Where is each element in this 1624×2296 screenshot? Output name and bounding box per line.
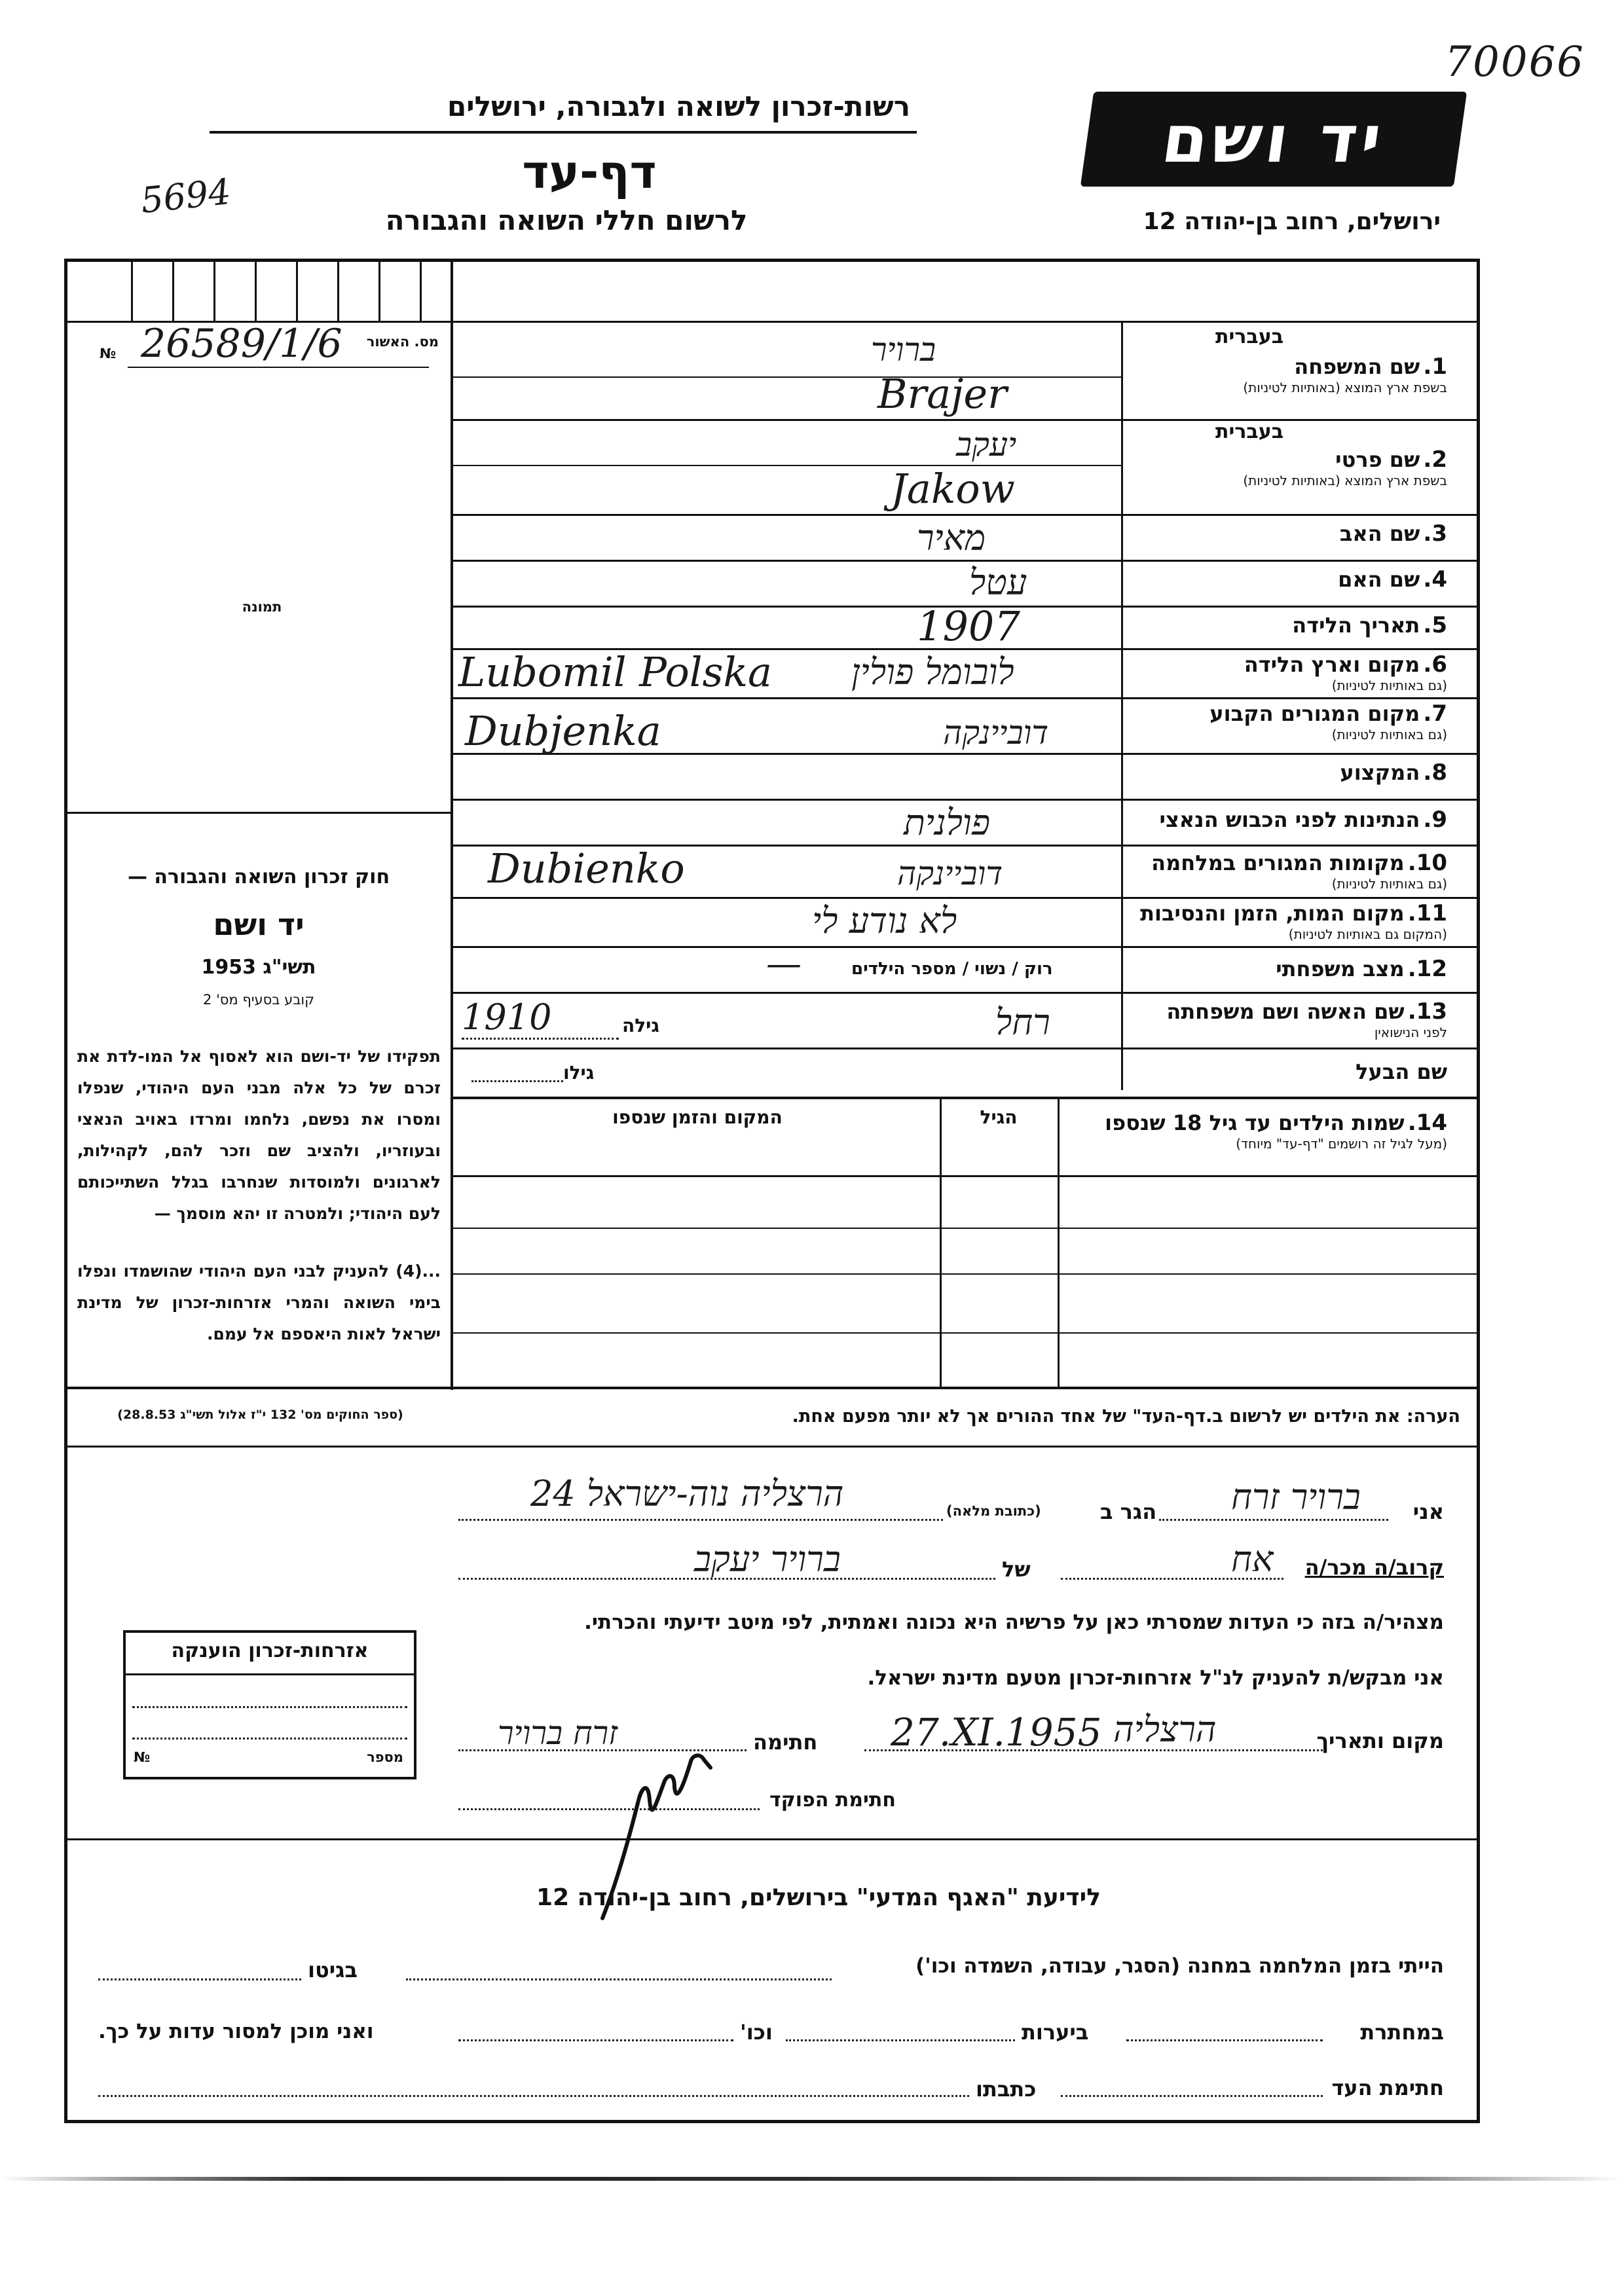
permit-number: 26589/1/6 — [141, 321, 342, 367]
field-13-age: 1910 — [462, 996, 552, 1038]
field-10-label — [1080, 850, 1447, 892]
children-head-line — [453, 1175, 1480, 1177]
footer-ready: ואני מוכן למסור עדות על כך. — [98, 2020, 374, 2043]
field-8-num: 8. — [1423, 759, 1447, 786]
decl-relative-label: קרוב/ה מכר/ה — [1304, 1555, 1444, 1580]
field-5-text: תאריך הלידה — [1292, 613, 1420, 638]
decl-of: של — [1002, 1557, 1031, 1582]
footer-witness-dots — [1061, 2095, 1323, 2097]
sep-12 — [453, 992, 1480, 994]
footer-ghetto: בגיטו — [308, 1958, 358, 1982]
note-line — [64, 1446, 1480, 1448]
sep-1b — [453, 419, 1480, 421]
law-text-1: תפקידו של יד-ושם הוא לאסוף אל המו-לדת את זכרם של כל אלה מבני העם היהודי, שנפלו ומסרו את נפשם, נלחמו ומרדו באויב הנאצי ובעוזריו, ולהציב שם וזכר להם, לקהילות, לארגונים ולמוסדות שנחרבו בגלל השתייכותם לעם היהודי; ולמטרה זו יהא מוסמך — — [77, 1047, 441, 1223]
footer-camp-line: הייתי בזמן המלחמה במחנה (הסגר, עבודה, השמדה וכו') — [915, 1954, 1444, 1978]
footer-ghetto-dots — [98, 1978, 301, 1980]
law-text-2: ...(4) להעניק לבני העם היהודי שהושמדו ונפלו בימי השואה והמרי אזרחות-זכרון של מדינת ישראל לאות היאספם אל עמם. — [77, 1262, 441, 1343]
children-text: שמות הילדים עד גיל 18 שנספו — [1105, 1110, 1405, 1135]
photo-label: תמונה — [242, 599, 282, 615]
citizenship-box — [123, 1630, 416, 1779]
decl-place-date-label: מקום ותאריך — [1316, 1728, 1444, 1753]
field-11-num: 11. — [1407, 900, 1447, 926]
children-row-4 — [453, 1387, 1480, 1389]
field-4-text: שם האם — [1338, 567, 1420, 592]
note: הערה: את הילדים יש לרשום ב.דף-העד" של אחד ההורים אך לא יותר מפעם אחת. — [792, 1406, 1460, 1427]
field-13-label — [1080, 998, 1447, 1040]
decl-signature: זרח ברויר — [498, 1714, 618, 1752]
sep-14 — [453, 1097, 1480, 1099]
footer-camp-dots — [406, 1978, 832, 1980]
field-7-num: 7. — [1423, 701, 1447, 727]
field-5-label — [1080, 612, 1447, 638]
field-5-num: 5. — [1423, 612, 1447, 638]
field-9-label — [1080, 807, 1447, 833]
field-2-lang: בעברית — [1215, 420, 1283, 443]
decl-name: ברויר זרח — [1231, 1476, 1361, 1518]
children-col-place: המקום והזמן שנספו — [612, 1106, 783, 1128]
citizenship-title-line — [126, 1673, 414, 1675]
authority-name: רשות-זכרון לשואה ולגבורה, ירושלים — [447, 90, 910, 122]
field-2-text: שם פרטי — [1335, 447, 1420, 472]
field-11-sub: (המקום גם באותיות לטיניות) — [1288, 926, 1447, 942]
field-10-num: 10. — [1407, 850, 1447, 876]
field-9-value: פולנית — [904, 802, 991, 843]
husband-text: שם הבעל — [1356, 1059, 1447, 1084]
law-name: יד ושם — [213, 907, 304, 942]
children-left-stub — [64, 1387, 457, 1389]
decl-full-address: (כתובת מלאה) — [946, 1503, 1041, 1519]
field-6-label — [1080, 651, 1447, 693]
form-title: דף-עד — [522, 145, 657, 199]
field-1-value-latin: Brajer — [877, 370, 1007, 418]
field-10-value-latin: Dubienko — [488, 845, 685, 892]
field-13-value: רחל — [995, 1002, 1050, 1043]
children-row-2 — [453, 1273, 1480, 1275]
citizenship-title: אזרחות-זכרון הוענקה — [171, 1639, 369, 1662]
children-sub: (מעל לגיל זה רושמים "דף-עד" מיוחד) — [1236, 1136, 1447, 1152]
sep-8 — [453, 799, 1480, 801]
footer-forests-dots — [786, 2039, 1015, 2041]
decl-address: הרצליה נוה-ישראל 24 — [530, 1473, 844, 1514]
scan-edge — [0, 2177, 1624, 2181]
children-num: 14. — [1407, 1110, 1447, 1136]
sep-3 — [453, 560, 1480, 562]
husband-age-dots — [471, 1080, 563, 1082]
field-11-label — [1080, 900, 1447, 942]
field-9-text: הנתינות לפני הכבוש הנאצי — [1159, 807, 1420, 832]
field-6-value-latin: Lubomil Polska — [458, 648, 772, 696]
field-8-text: המקצוע — [1340, 760, 1420, 785]
field-12-options: רוק / נשוי / מספר הילדים — [851, 959, 1053, 979]
law-year: תשי"ג 1953 — [201, 956, 316, 979]
permit-underline — [128, 367, 429, 368]
decl-signature-label: חתימה — [753, 1730, 818, 1755]
frame-left — [64, 259, 67, 2123]
decl-name-dots — [1159, 1519, 1388, 1521]
top-ticks — [92, 262, 445, 321]
frame-right — [1477, 259, 1480, 2123]
field-13-age-label: גילה — [622, 1015, 659, 1036]
field-2-sub: בשפת ארץ המוצא (באותיות לטיניות) — [1243, 473, 1447, 488]
sep-1 — [453, 376, 1121, 378]
field-10-value-he: דוביינקה — [897, 854, 1003, 892]
field-1-label — [1080, 354, 1447, 395]
decl-declare: מצהיר/ה בזה כי העדות שמסרתי כאן על פרשיה היא נכונה ואמתית, לפי מיטב ידיעתי והכרתי. — [584, 1611, 1444, 1634]
footer-address-dots — [98, 2095, 969, 2097]
field-11-text: מקום המות, הזמן והנסיבות — [1140, 901, 1405, 926]
page-number: 5694 — [139, 170, 233, 222]
field-2-label — [1080, 446, 1447, 488]
decl-of-name: ברויר יעקב — [694, 1539, 841, 1580]
decl-date: 27.XI.1955 — [891, 1710, 1102, 1755]
field-1-text: שם המשפחה — [1294, 354, 1420, 379]
decl-place: הרצליה — [1113, 1709, 1217, 1750]
field-8-label — [1080, 759, 1447, 786]
sep-11 — [453, 946, 1480, 948]
field-12-value: — — [766, 943, 802, 984]
decl-officer-label: חתימת הפוקד — [769, 1789, 896, 1812]
field-11-value: לא נודע לי — [812, 900, 957, 941]
permit-no-sign: № — [100, 346, 117, 361]
children-row-1 — [453, 1228, 1480, 1229]
law-ref: (ספר החוקים מס' 132 י"ז אלול תשי"ג 28.8.53) — [117, 1408, 403, 1422]
field-10-sub: (גם באותיות לטיניות) — [1331, 876, 1447, 892]
field-6-sub: (גם באותיות לטיניות) — [1331, 678, 1447, 693]
sep-13 — [453, 1048, 1480, 1049]
decl-address-dots — [458, 1519, 943, 1521]
husband-label — [1080, 1059, 1447, 1084]
field-7-text: מקום המגורים הקבוע — [1209, 701, 1420, 726]
field-3-text: שם האב — [1339, 521, 1420, 546]
permit-label: מס. האשור — [366, 334, 439, 350]
field-6-text: מקום וארץ הלידה — [1244, 652, 1420, 677]
field-7-sub: (גם באותיות לטיניות) — [1331, 727, 1447, 742]
footer-hiding: במחתרת — [1360, 2020, 1444, 2045]
sep-6 — [453, 697, 1480, 699]
authority-underline — [210, 131, 917, 134]
field-4-label — [1080, 566, 1447, 592]
field-1-sub: בשפת ארץ המוצא (באותיות לטיניות) — [1243, 380, 1447, 395]
field-3-label — [1080, 520, 1447, 547]
law-clause: קובע בסעיף מס' 2 — [202, 992, 314, 1008]
photo-box-bottom — [64, 812, 453, 814]
logo-text: יד ושם — [1157, 101, 1390, 177]
decl-request: אני מבקש/ת להעניק לנ"ל אזרחות-זכרון מטעם מדינת ישראל. — [867, 1666, 1444, 1690]
field-2-value-he: יעקב — [956, 426, 1017, 464]
sep-2 — [453, 465, 1121, 466]
decl-of-dots — [458, 1578, 995, 1580]
children-label — [1041, 1110, 1447, 1152]
field-7-label — [1080, 701, 1447, 742]
footer-etc-dots — [458, 2039, 733, 2041]
footer-address-label: כתבתו — [976, 2077, 1037, 2102]
law-title: חוק זכרון השואה והגבורה — — [127, 866, 390, 888]
field-12-text: מצב משפחתי — [1276, 957, 1405, 981]
decl-resides: הגר ב — [1100, 1499, 1157, 1524]
citizenship-dots-2 — [132, 1738, 407, 1740]
archive-number: 70066 — [1445, 38, 1585, 86]
children-col-1 — [940, 1099, 942, 1387]
sep-2b — [453, 514, 1480, 516]
field-12-num: 12. — [1407, 956, 1447, 982]
children-col-age: הגיל — [980, 1106, 1018, 1128]
field-3-value: מאיר — [917, 517, 986, 558]
field-1-num: 1. — [1423, 354, 1447, 380]
footer-hiding-dots — [1126, 2039, 1323, 2041]
yad-vashem-logo — [1080, 92, 1467, 187]
footer-forests: ביערות — [1022, 2020, 1089, 2045]
field-7-value-he: דוביינקה — [943, 714, 1049, 752]
footer-line — [64, 1838, 1480, 1840]
citizenship-no-sign: № — [134, 1749, 151, 1765]
field-13-num: 13. — [1407, 998, 1447, 1025]
field-6-num: 6. — [1423, 651, 1447, 678]
field-1-value-he: ברויר — [871, 331, 936, 369]
field-10-text: מקומות המגורים במלחמה — [1151, 850, 1405, 875]
field-13-age-dots — [462, 1038, 619, 1040]
citizenship-number-label: מספר — [367, 1749, 403, 1765]
field-7-value-latin: Dubjenka — [465, 707, 661, 755]
field-13-sub: לפני הנישואין — [1374, 1025, 1447, 1040]
footer-etc: וכו' — [740, 2020, 773, 2045]
footer-title: לידיעת "האגף המדעי" בירושלים, רחוב בן-יהודה 12 — [536, 1884, 1101, 1911]
field-5-value: 1907 — [917, 602, 1020, 650]
field-12-label — [1080, 956, 1447, 982]
children-row-3 — [453, 1332, 1480, 1334]
field-13-text: שם האשה ושם משפחתה — [1166, 999, 1405, 1024]
decl-relation: אח — [1231, 1539, 1274, 1580]
citizenship-dots-1 — [132, 1706, 407, 1708]
field-3-num: 3. — [1423, 520, 1447, 547]
field-2-value-latin: Jakow — [891, 465, 1015, 513]
decl-place-dots — [864, 1749, 1323, 1751]
field-9-num: 9. — [1423, 807, 1447, 833]
decl-relation-dots — [1061, 1578, 1283, 1580]
sep-10 — [453, 897, 1480, 899]
field-4-value: עטל — [969, 562, 1027, 603]
decl-ani: אני — [1412, 1499, 1444, 1524]
footer-witness-sig: חתימת העד — [1331, 2075, 1444, 2100]
left-col-divider — [451, 259, 453, 1390]
field-6-value-he: לובומל פולין — [851, 651, 1014, 693]
field-2-num: 2. — [1423, 446, 1447, 473]
field-4-num: 4. — [1423, 566, 1447, 592]
address: ירושלים, רחוב בן-יהודה 12 — [1143, 208, 1441, 235]
form-subtitle: לרשום חללי השואה והגבורה — [385, 204, 748, 236]
frame-bottom — [64, 2120, 1480, 2123]
field-1-lang: בעברית — [1215, 325, 1283, 348]
husband-age-label: גילו — [563, 1062, 595, 1084]
